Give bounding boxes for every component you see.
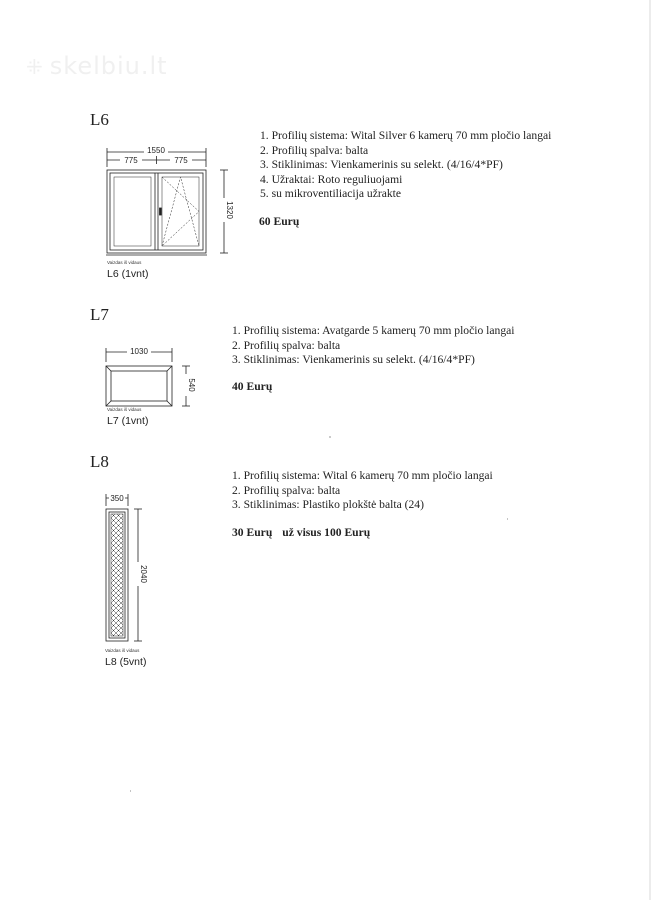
spec-item: 2. Profilių spalva: balta [232,338,341,352]
view-label-l6: Vaizdas iš vidaus [107,260,142,265]
caption-l7: L7 (1vnt) [107,415,149,427]
window-drawing-l6 [96,140,236,272]
price-l8 [232,526,370,539]
specs-l7 [232,324,514,368]
spec-item: 3. Stiklinimas: Vienkamerinis su selekt. (4/16/4*PF) [260,158,503,172]
spec-item: 3. Stiklinimas: Plastiko plokštė balta (24) [232,498,424,512]
spec-item: 4. Užraktai: Roto reguliuojami [260,172,403,186]
spec-item: 2. Profilių spalva: balta [260,143,369,157]
specs-l6 [260,129,551,202]
scan-edge [644,0,654,900]
section-title-l7: L7 [90,305,109,324]
dim-total-width: 1550 [147,146,165,155]
dim-height: 1320 [225,201,234,219]
price-l7: 40 Eurų [232,380,273,393]
window-drawing-l8 [96,488,156,648]
spec-item: 1. Profilių sistema: Wital 6 kamerų 70 mm pločio langai [232,469,493,482]
spec-item: 2. Profilių spalva: balta [232,483,341,497]
section-title-l8: L8 [90,452,109,471]
caption-l8: L8 (5vnt) [105,656,147,668]
caption-l6: L6 (1vnt) [107,268,149,280]
spec-item: 3. Stiklinimas: Vienkamerinis su selekt. (4/16/4*PF) [232,353,475,367]
scan-speck [130,790,131,792]
dim-height: 2040 [139,565,148,583]
spec-item: 1. Profilių sistema: Wital Silver 6 kamerų 70 mm pločio langai [260,129,552,142]
watermark-text: skelbiu.lt [49,52,168,80]
window-drawing-l7 [96,340,196,415]
dim-width: 350 [110,494,124,503]
section-title-l6: L6 [90,110,109,129]
scan-speck [507,518,508,520]
price-l6: 60 Eurų [259,215,300,228]
price-each: 30 Eurų [232,526,273,539]
view-label-l8: Vaizdas iš vidaus [105,648,140,653]
spec-item: 1. Profilių sistema: Avatgarde 5 kamerų 70 mm pločio langai [232,324,515,337]
scan-speck [329,436,331,438]
dim-right-width: 775 [174,156,188,165]
view-label-l7: Vaizdas iš vidaus [107,407,142,412]
dim-width: 1030 [130,347,148,356]
dim-left-width: 775 [124,156,138,165]
spec-item: 5. su mikroventiliacija užrakte [260,187,402,201]
watermark-logo [26,52,168,80]
dim-height: 540 [187,378,196,392]
specs-l8 [232,469,493,513]
price-total: už visus 100 Eurų [282,526,371,539]
watermark-icon: ⁜ [26,55,44,79]
